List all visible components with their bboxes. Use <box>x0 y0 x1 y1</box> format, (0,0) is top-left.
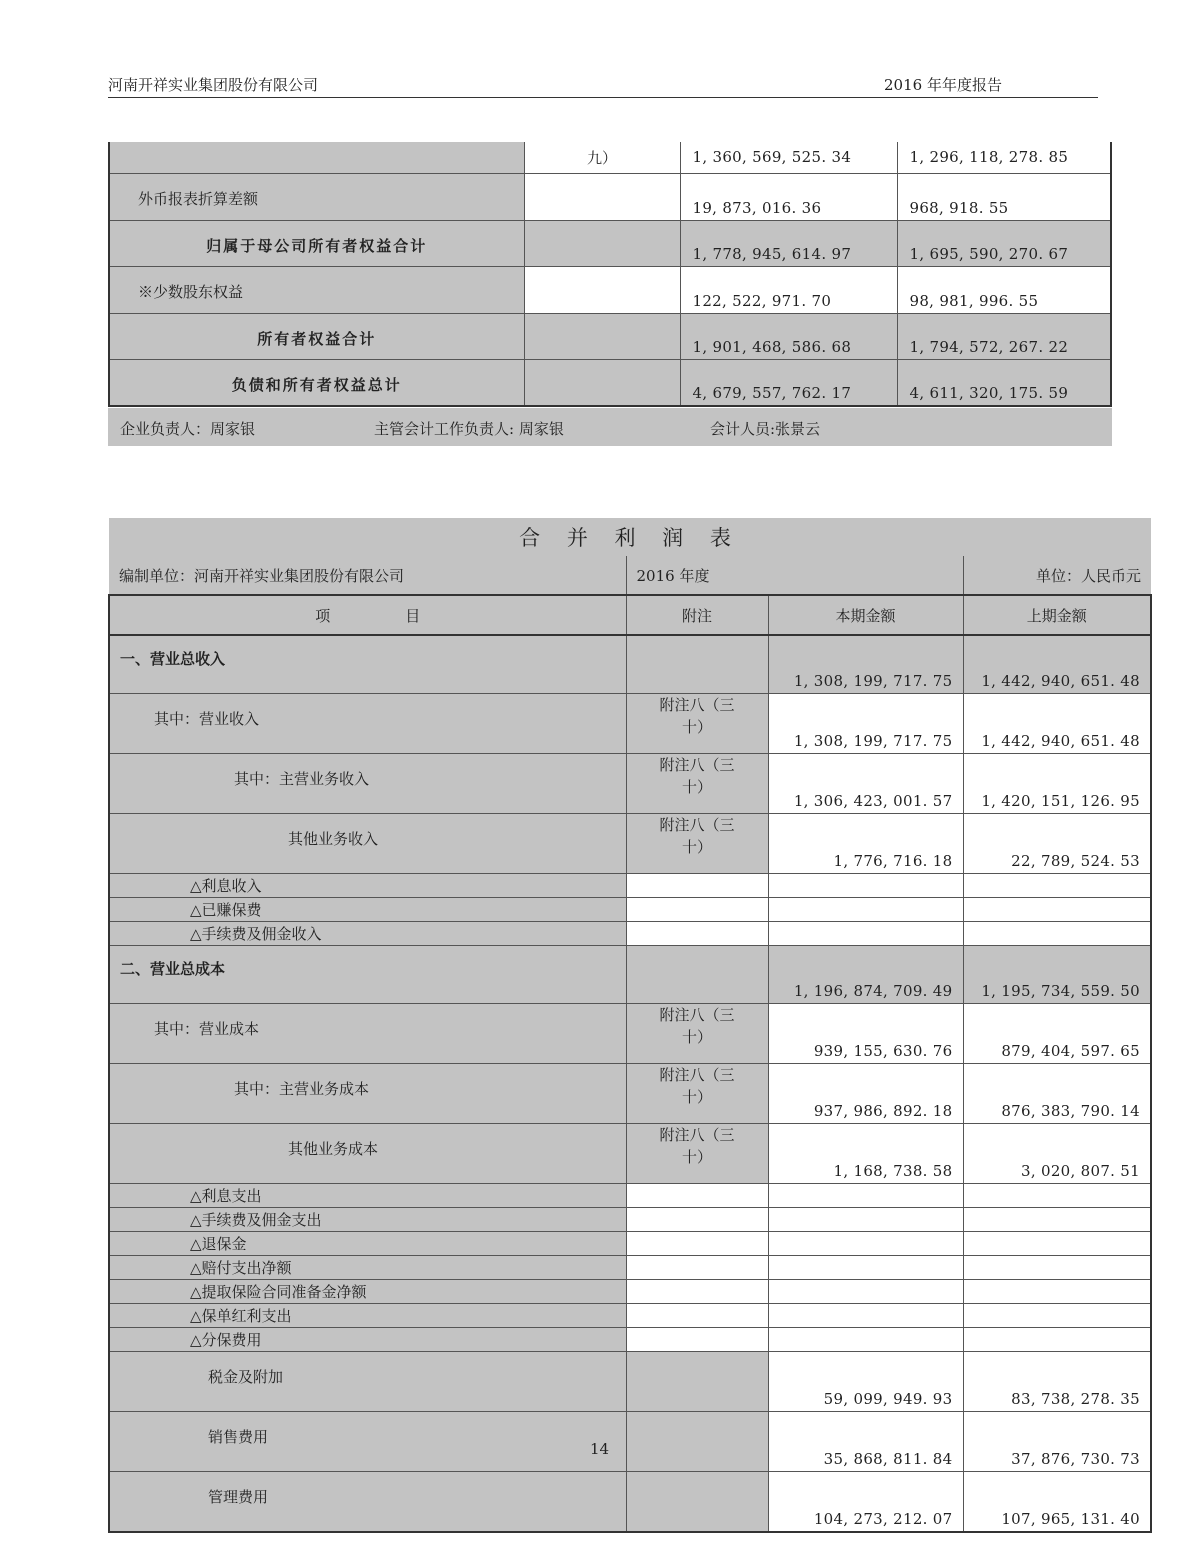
currency-unit: 单位：人民币元 <box>963 556 1151 595</box>
table-row <box>109 946 1151 1004</box>
table-row <box>109 922 1151 946</box>
row-previous: 879, 404, 597. 65 <box>963 1004 1151 1064</box>
row-current <box>768 1328 963 1352</box>
table-row <box>109 874 1151 898</box>
signature-accounting-head: 主管会计工作负责人: 周家银 <box>374 420 564 438</box>
row-current: 1, 776, 716. 18 <box>768 814 963 874</box>
row-label: △利息收入 <box>109 874 626 898</box>
row-current: 1, 196, 874, 709. 49 <box>768 946 963 1004</box>
row-label: 负债和所有者权益总计 <box>109 359 524 406</box>
row-previous <box>963 1208 1151 1232</box>
col-header-current: 本期金额 <box>768 595 963 635</box>
row-label: 管理费用 <box>109 1472 626 1533</box>
table-row <box>109 694 1151 754</box>
row-previous <box>963 1280 1151 1304</box>
balance-sheet-tail-table <box>108 142 1112 407</box>
title-row <box>109 518 1151 556</box>
row-label: 外币报表折算差额 <box>109 173 524 220</box>
table-row <box>109 1208 1151 1232</box>
row-label: △赔付支出净额 <box>109 1256 626 1280</box>
table-row <box>109 1304 1151 1328</box>
table-row <box>109 1328 1151 1352</box>
note-line-2: 十） <box>681 1028 712 1046</box>
row-previous: 1, 794, 572, 267. 22 <box>897 313 1111 359</box>
row-current: 35, 868, 811. 84 <box>768 1412 963 1472</box>
row-previous: 98, 981, 996. 55 <box>897 266 1111 313</box>
header-divider <box>108 97 1098 98</box>
row-note <box>524 220 680 266</box>
signature-row <box>108 408 1112 446</box>
row-note <box>524 359 680 406</box>
row-note <box>626 1472 768 1533</box>
row-label: 归属于母公司所有者权益合计 <box>109 220 524 266</box>
row-label: △利息支出 <box>109 1184 626 1208</box>
row-previous <box>963 1328 1151 1352</box>
row-label: ※少数股东权益 <box>109 266 524 313</box>
row-label: 一、营业总收入 <box>109 635 626 694</box>
note-line-1: 附注八（三 <box>659 1126 735 1144</box>
row-current: 1, 308, 199, 717. 75 <box>768 694 963 754</box>
row-label: △分保费用 <box>109 1328 626 1352</box>
row-note <box>524 173 680 220</box>
signature-accountant: 会计人员:张景云 <box>710 420 821 438</box>
row-note <box>626 1208 768 1232</box>
note-line-2: 十） <box>681 718 712 736</box>
row-note <box>626 1352 768 1412</box>
note-line-2: 十） <box>681 1148 712 1166</box>
table-row <box>109 1004 1151 1064</box>
row-label: 其中：营业收入 <box>109 694 626 754</box>
row-label: △提取保险合同准备金净额 <box>109 1280 626 1304</box>
row-note <box>626 1232 768 1256</box>
note-line-1: 附注八（三 <box>659 816 735 834</box>
row-current <box>768 1184 963 1208</box>
table-row <box>109 1184 1151 1208</box>
row-current: 937, 986, 892. 18 <box>768 1064 963 1124</box>
header-report-title: 2016 年年度报告 <box>884 76 1002 94</box>
header-company: 河南开祥实业集团股份有限公司 <box>108 76 319 94</box>
row-current: 122, 522, 971. 70 <box>680 266 897 313</box>
row-note <box>626 1280 768 1304</box>
col-header-item: 项 目 <box>109 595 626 635</box>
row-current <box>768 1256 963 1280</box>
col-header-note: 附注 <box>626 595 768 635</box>
row-previous <box>963 1184 1151 1208</box>
statement-title: 合 并 利 润 表 <box>109 518 1151 556</box>
row-current: 939, 155, 630. 76 <box>768 1004 963 1064</box>
note-line-2: 十） <box>681 778 712 796</box>
table-row <box>109 359 1111 406</box>
row-label: 所有者权益合计 <box>109 313 524 359</box>
row-note <box>626 635 768 694</box>
row-label: 税金及附加 <box>109 1352 626 1412</box>
row-current <box>768 922 963 946</box>
row-note: 九） <box>524 142 680 173</box>
note-line-1: 附注八（三 <box>659 756 735 774</box>
table-row <box>109 266 1111 313</box>
row-previous: 1, 442, 940, 651. 48 <box>963 635 1151 694</box>
row-label: 其他业务成本 <box>109 1124 626 1184</box>
row-note <box>626 1184 768 1208</box>
row-note <box>626 694 768 754</box>
row-current: 1, 308, 199, 717. 75 <box>768 635 963 694</box>
row-note <box>626 1124 768 1184</box>
row-previous: 1, 296, 118, 278. 85 <box>897 142 1111 173</box>
row-previous: 83, 738, 278. 35 <box>963 1352 1151 1412</box>
row-label: 其中：营业成本 <box>109 1004 626 1064</box>
table-row <box>109 754 1151 814</box>
row-current: 1, 901, 468, 586. 68 <box>680 313 897 359</box>
row-label: △退保金 <box>109 1232 626 1256</box>
row-previous: 1, 195, 734, 559. 50 <box>963 946 1151 1004</box>
row-current: 1, 778, 945, 614. 97 <box>680 220 897 266</box>
row-current: 104, 273, 212. 07 <box>768 1472 963 1533</box>
table-row <box>109 1064 1151 1124</box>
row-label: 其他业务收入 <box>109 814 626 874</box>
table-row <box>109 220 1111 266</box>
row-label: 其中：主营业务收入 <box>109 754 626 814</box>
row-label: △手续费及佣金支出 <box>109 1208 626 1232</box>
col-header-previous: 上期金额 <box>963 595 1151 635</box>
row-note <box>626 898 768 922</box>
table-row <box>109 1472 1151 1533</box>
table-row <box>109 635 1151 694</box>
page-number: 14 <box>589 1440 610 1458</box>
row-current: 1, 168, 738. 58 <box>768 1124 963 1184</box>
row-label: △手续费及佣金收入 <box>109 922 626 946</box>
row-previous <box>963 898 1151 922</box>
note-line-1: 附注八（三 <box>659 696 735 714</box>
row-previous: 876, 383, 790. 14 <box>963 1064 1151 1124</box>
note-line-1: 附注八（三 <box>659 1066 735 1084</box>
table-row <box>109 142 1111 173</box>
meta-row <box>109 556 1151 595</box>
row-note <box>626 754 768 814</box>
row-previous <box>963 1256 1151 1280</box>
row-previous: 1, 442, 940, 651. 48 <box>963 694 1151 754</box>
signature-leader: 企业负责人：周家银 <box>120 420 256 438</box>
row-previous <box>963 874 1151 898</box>
row-note <box>626 1256 768 1280</box>
row-previous: 22, 789, 524. 53 <box>963 814 1151 874</box>
row-current <box>768 1208 963 1232</box>
row-note <box>626 814 768 874</box>
row-current: 19, 873, 016. 36 <box>680 173 897 220</box>
table-row <box>109 1280 1151 1304</box>
row-previous: 1, 420, 151, 126. 95 <box>963 754 1151 814</box>
row-current <box>768 1304 963 1328</box>
row-note <box>626 1004 768 1064</box>
table-row <box>109 173 1111 220</box>
report-period: 2016 年度 <box>626 556 963 595</box>
note-line-2: 十） <box>681 838 712 856</box>
row-current: 4, 679, 557, 762. 17 <box>680 359 897 406</box>
row-current <box>768 874 963 898</box>
row-note <box>626 1304 768 1328</box>
row-label: 其中：主营业务成本 <box>109 1064 626 1124</box>
row-note <box>524 313 680 359</box>
row-current <box>768 1232 963 1256</box>
prepared-by: 编制单位：河南开祥实业集团股份有限公司 <box>109 556 626 595</box>
row-current <box>768 898 963 922</box>
row-previous: 968, 918. 55 <box>897 173 1111 220</box>
row-note <box>626 874 768 898</box>
row-previous: 1, 695, 590, 270. 67 <box>897 220 1111 266</box>
row-current <box>768 1280 963 1304</box>
row-current: 1, 306, 423, 001. 57 <box>768 754 963 814</box>
row-previous <box>963 1304 1151 1328</box>
row-previous: 3, 020, 807. 51 <box>963 1124 1151 1184</box>
row-label: △已赚保费 <box>109 898 626 922</box>
row-note <box>626 1064 768 1124</box>
row-previous <box>963 922 1151 946</box>
row-previous: 107, 965, 131. 40 <box>963 1472 1151 1533</box>
table-row <box>109 898 1151 922</box>
table-row <box>109 313 1111 359</box>
table-row <box>109 814 1151 874</box>
row-note <box>626 922 768 946</box>
note-line-1: 附注八（三 <box>659 1006 735 1024</box>
row-previous: 4, 611, 320, 175. 59 <box>897 359 1111 406</box>
row-current: 59, 099, 949. 93 <box>768 1352 963 1412</box>
table-row <box>109 1352 1151 1412</box>
income-statement-table <box>108 518 1152 1533</box>
row-label: △保单红利支出 <box>109 1304 626 1328</box>
row-note <box>524 266 680 313</box>
row-note <box>626 946 768 1004</box>
row-current: 1, 360, 569, 525. 34 <box>680 142 897 173</box>
row-note <box>626 1328 768 1352</box>
row-label <box>109 142 524 173</box>
table-row <box>109 1124 1151 1184</box>
row-label: 二、营业总成本 <box>109 946 626 1004</box>
row-label: 销售费用 <box>109 1412 626 1472</box>
table-row <box>109 1256 1151 1280</box>
note-line-2: 十） <box>681 1088 712 1106</box>
row-previous <box>963 1232 1151 1256</box>
column-header-row <box>109 595 1151 635</box>
row-previous: 37, 876, 730. 73 <box>963 1412 1151 1472</box>
table-row <box>109 1232 1151 1256</box>
